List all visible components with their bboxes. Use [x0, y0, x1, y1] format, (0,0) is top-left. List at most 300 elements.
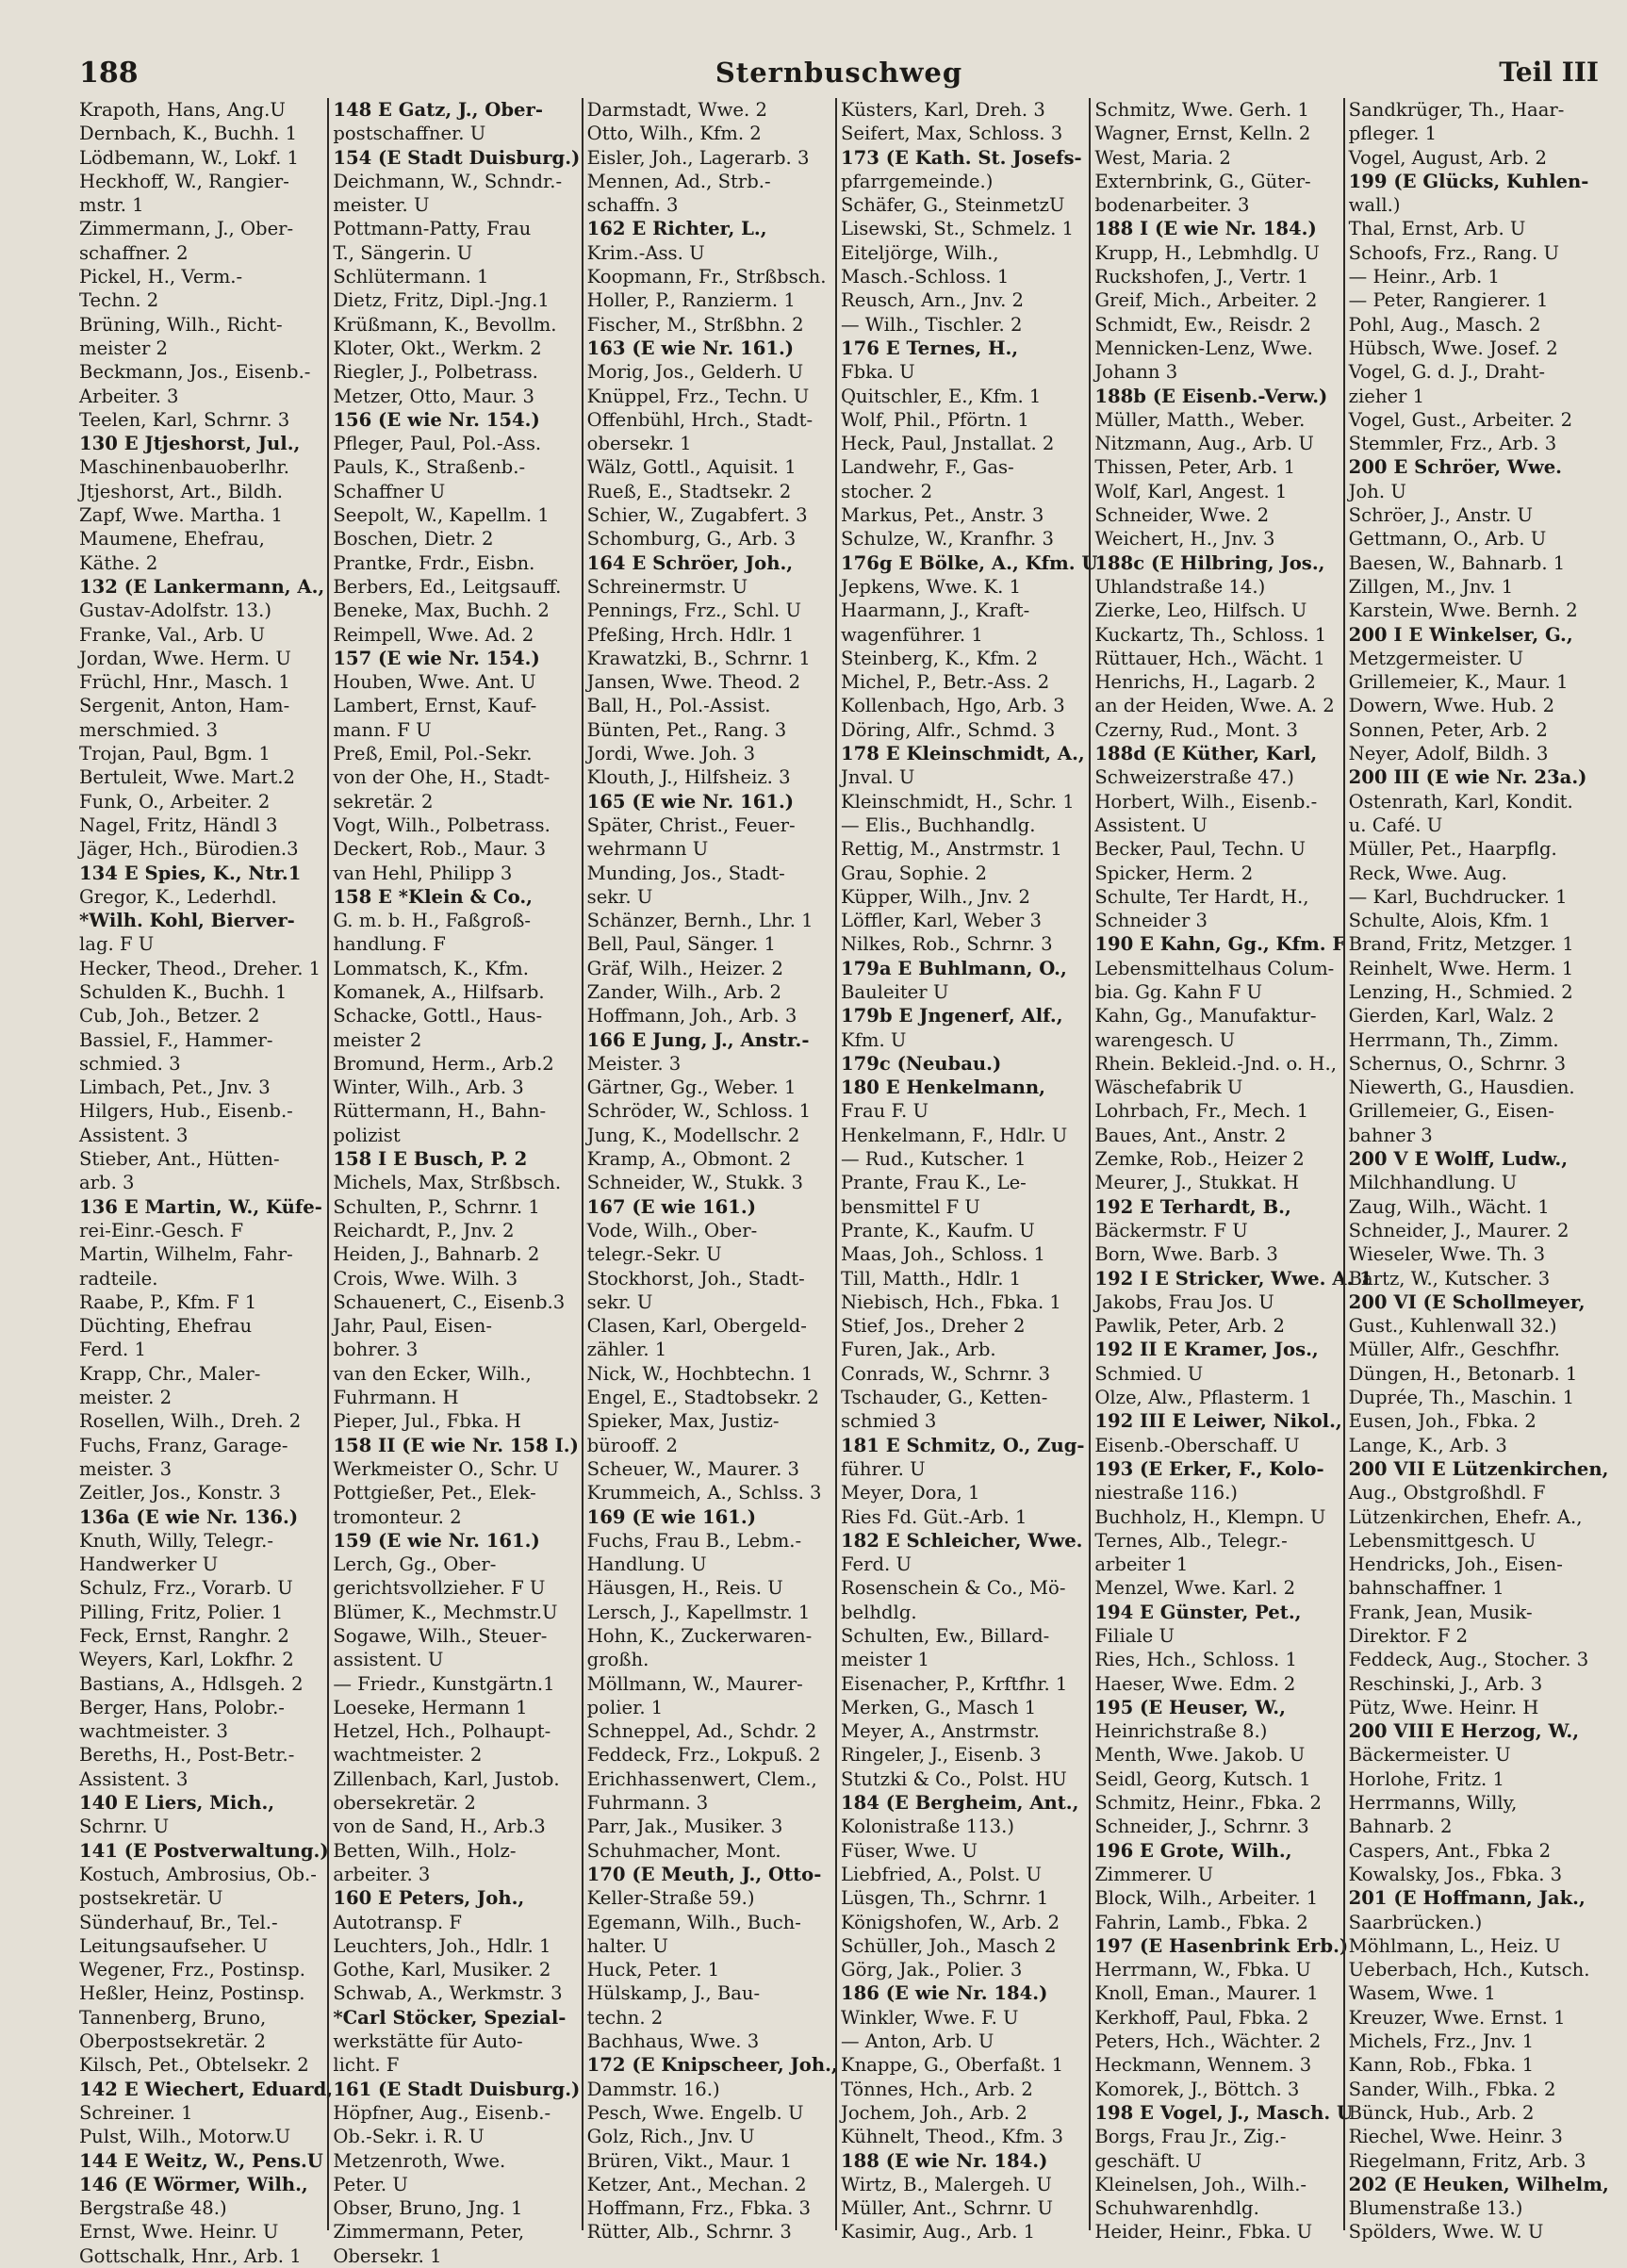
directory-entry: Seifert, Max, Schloss. 3: [840, 123, 1063, 145]
directory-entry: Wälz, Gottl., Aquisit. 1: [586, 456, 797, 479]
directory-entry: Kowalsky, Jos., Fbka. 3: [1348, 1863, 1563, 1885]
directory-entry: Käthe. 2: [79, 551, 158, 574]
directory-entry: Lersch, J., Kapellmstr. 1: [586, 1601, 811, 1623]
directory-entry: 200 III (E wie Nr. 23a.): [1348, 766, 1587, 789]
directory-entry: Komanek, A., Hilfsarb.: [333, 980, 545, 1003]
directory-entry: polier. 1: [586, 1696, 664, 1718]
directory-entry: Steinberg, K., Kfm. 2: [840, 647, 1038, 669]
directory-entry: Lenzing, H., Schmied. 2: [1348, 980, 1573, 1003]
directory-entry: G. m. b. H., Faßgroß-: [333, 910, 531, 932]
directory-entry: Königshofen, W., Arb. 2: [840, 1911, 1060, 1933]
directory-entry: 188 (E wie Nr. 184.): [840, 2149, 1048, 2172]
directory-entry: Riegler, J., Polbetrass.: [333, 361, 538, 384]
directory-column-5: [1089, 98, 1372, 2243]
directory-entry: 179b E Jngenerf, Alf.,: [840, 1005, 1063, 1027]
directory-entry: Schulten, Ew., Billard-: [840, 1625, 1050, 1647]
directory-entry: Tschauder, G., Ketten-: [840, 1387, 1048, 1409]
directory-entry: Rettig, M., Anstrmstr. 1: [840, 838, 1062, 861]
directory-entry: Zeitler, Jos., Konstr. 3: [79, 1482, 281, 1504]
directory-entry: 200 E Schröer, Wwe.: [1348, 456, 1563, 479]
directory-entry: Fuhrmann. H: [333, 1387, 459, 1409]
directory-entry: meister. U: [333, 194, 430, 217]
directory-entry: Beneke, Max, Buchh. 2: [333, 600, 550, 622]
directory-entry: Filiale U: [1094, 1625, 1175, 1647]
directory-entry: Herrmann, Th., Zimm.: [1348, 1028, 1559, 1051]
directory-entry: 132 (E Lankermann, A.,: [79, 575, 325, 598]
directory-entry: Fischer, M., Strßbhn. 2: [586, 313, 804, 336]
directory-entry: Cub, Joh., Betzer. 2: [79, 1005, 260, 1027]
directory-entry: an der Heiden, Wwe. A. 2: [1094, 695, 1335, 717]
directory-entry: 188c (E Hilbring, Jos.,: [1094, 551, 1325, 574]
directory-entry: Golz, Rich., Jnv. U: [586, 2126, 755, 2148]
directory-entry: Pottgießer, Pet., Elek-: [333, 1482, 536, 1504]
directory-entry: Später, Christ., Feuer-: [586, 814, 796, 836]
directory-entry: 196 E Grote, Wilh.,: [1094, 1839, 1292, 1862]
directory-entry: Koopmann, Fr., Strßbsch.: [586, 266, 827, 288]
directory-entry: 165 (E wie Nr. 161.): [586, 790, 795, 813]
directory-entry: Haarmann, J., Kraft-: [840, 600, 1030, 622]
directory-entry: Krapp, Chr., Maler-: [79, 1362, 261, 1385]
directory-entry: Gärtner, Gg., Weber. 1: [586, 1076, 797, 1099]
directory-entry: Grau, Sophie. 2: [840, 862, 987, 884]
directory-entry: Thissen, Peter, Arb. 1: [1094, 456, 1296, 479]
directory-entry: Schneider, J., Maurer. 2: [1348, 1219, 1569, 1241]
directory-entry: Rüttermann, H., Bahn-: [333, 1100, 547, 1123]
directory-entry: Zillgen, M., Jnv. 1: [1348, 575, 1514, 598]
directory-entry: obersekretär. 2: [333, 1792, 476, 1815]
directory-entry: — Karl, Buchdrucker. 1: [1348, 885, 1568, 908]
directory-entry: handlung. F: [333, 933, 446, 956]
directory-entry: Spicker, Herm. 2: [1094, 862, 1254, 884]
directory-entry: u. Café. U: [1348, 814, 1443, 836]
directory-entry: Zimmermann, J., Ober-: [79, 218, 294, 240]
directory-entry: Prante, K., Kaufm. U: [840, 1219, 1035, 1241]
directory-entry: bohrer. 3: [333, 1339, 419, 1361]
directory-entry: Pfleger, Paul, Pol.-Ass.: [333, 433, 542, 455]
directory-entry: Müller, Ant., Schrnr. U: [840, 2197, 1053, 2220]
directory-entry: Joh. U: [1348, 480, 1406, 502]
directory-entry: Leitungsaufseher. U: [79, 1934, 269, 1957]
directory-entry: Metzer, Otto, Maur. 3: [333, 385, 535, 407]
directory-entry: 136a (E wie Nr. 136.): [79, 1505, 299, 1528]
directory-entry: 172 (E Knipscheer, Joh.,: [586, 2054, 838, 2077]
directory-entry: Seepolt, W., Kapellm. 1: [333, 504, 550, 527]
directory-entry: Rosellen, Wilh., Dreh. 2: [79, 1410, 302, 1433]
directory-entry: Hecker, Theod., Dreher. 1: [79, 957, 321, 979]
directory-entry: Menzel, Wwe. Karl. 2: [1094, 1577, 1296, 1600]
directory-entry: postschaffner. U: [333, 123, 486, 145]
directory-entry: Reck, Wwe. Aug.: [1348, 862, 1507, 884]
directory-entry: Masch.-Schloss. 1: [840, 266, 1010, 288]
directory-entry: Sergenit, Anton, Ham-: [79, 695, 290, 717]
directory-entry: Peters, Hch., Wächter. 2: [1094, 2030, 1322, 2053]
directory-entry: Schneider, W., Stukk. 3: [586, 1172, 803, 1194]
directory-entry: bensmittel F U: [840, 1195, 980, 1218]
directory-entry: Markus, Pet., Anstr. 3: [840, 504, 1044, 527]
directory-entry: Zimmermann, Peter,: [333, 2221, 525, 2243]
directory-entry: warengesch. U: [1094, 1028, 1236, 1051]
directory-entry: Krüßmann, K., Bevollm.: [333, 313, 557, 336]
directory-entry: Heckhoff, W., Rangier-: [79, 170, 289, 192]
directory-entry: Michels, Max, Strßbsch.: [333, 1172, 562, 1194]
directory-entry: Raabe, P., Kfm. F 1: [79, 1290, 257, 1313]
directory-entry: 188 I (E wie Nr. 184.): [1094, 218, 1317, 240]
directory-entry: Bachhaus, Wwe. 3: [586, 2030, 760, 2053]
directory-entry: 195 (E Heuser, W.,: [1094, 1696, 1286, 1718]
directory-entry: Prante, Frau K., Le-: [840, 1172, 1027, 1194]
directory-entry: Metzgermeister. U: [1348, 647, 1524, 669]
directory-entry: 144 E Weitz, W., Pens.U: [79, 2149, 323, 2172]
directory-entry: 163 (E wie Nr. 161.): [586, 337, 795, 359]
directory-entry: Assistent. 3: [79, 1124, 189, 1146]
directory-entry: Seidl, Georg, Kutsch. 1: [1094, 1767, 1311, 1790]
directory-entry: Greif, Mich., Arbeiter. 2: [1094, 289, 1318, 312]
directory-entry: Lebensmittgesch. U: [1348, 1529, 1537, 1552]
directory-entry: 186 (E wie Nr. 184.): [840, 1982, 1048, 2005]
directory-entry: — Peter, Rangierer. 1: [1348, 289, 1549, 312]
directory-entry: Küsters, Karl, Dreh. 3: [840, 99, 1045, 121]
directory-entry: schmied. 3: [79, 1052, 181, 1075]
directory-entry: Sandkrüger, Th., Haar-: [1348, 99, 1565, 121]
directory-entry: 140 E Liers, Mich.,: [79, 1792, 275, 1815]
directory-entry: meister 2: [79, 337, 169, 359]
directory-entry: Dietz, Fritz, Dipl.-Jng.1: [333, 289, 550, 312]
directory-entry: 179c (Neubau.): [840, 1052, 1002, 1075]
directory-entry: Sogawe, Wilh., Steuer-: [333, 1625, 548, 1647]
directory-entry: Rüttauer, Hch., Wächt. 1: [1094, 647, 1325, 669]
directory-entry: 192 I E Stricker, Wwe. A. 1: [1094, 1267, 1372, 1290]
directory-entry: stocher. 2: [840, 480, 933, 502]
directory-entry: Maschinenbauoberlhr.: [79, 456, 289, 479]
directory-entry: Eiteljörge, Wilh.,: [840, 241, 999, 264]
directory-entry: Assistent. 3: [79, 1767, 189, 1790]
directory-entry: Bartz, W., Kutscher. 3: [1348, 1267, 1551, 1290]
directory-entry: Nitzmann, Aug., Arb. U: [1094, 433, 1314, 455]
directory-entry: Rhein. Bekleid.-Jnd. o. H.,: [1094, 1052, 1337, 1075]
directory-entry: Berger, Hans, Polobr.-: [79, 1696, 285, 1718]
directory-entry: Schoofs, Frz., Rang. U: [1348, 241, 1559, 264]
directory-entry: Caspers, Ant., Fbka 2: [1348, 1839, 1552, 1862]
directory-entry: Früchl, Hnr., Masch. 1: [79, 671, 290, 694]
directory-entry: Höpfner, Aug., Eisenb.-: [333, 2101, 551, 2124]
directory-entry: Wolf, Karl, Angest. 1: [1094, 480, 1288, 502]
directory-entry: Schröer, J., Anstr. U: [1348, 504, 1533, 527]
directory-entry: Keller-Straße 59.): [586, 1887, 755, 1910]
directory-entry: Egemann, Wilh., Buch-: [586, 1911, 801, 1933]
directory-entry: Baues, Ant., Anstr. 2: [1094, 1124, 1287, 1146]
directory-entry: Meister. 3: [586, 1052, 682, 1075]
directory-entry: von de Sand, H., Arb.3: [333, 1816, 546, 1838]
directory-entry: Schomburg, G., Arb. 3: [586, 528, 797, 551]
directory-entry: Mennicken-Lenz, Wwe.: [1094, 337, 1313, 359]
directory-entry: meister. 3: [79, 1457, 173, 1480]
directory-entry: Schreinermstr. U: [586, 575, 748, 598]
directory-entry: Pawlik, Peter, Arb. 2: [1094, 1315, 1285, 1338]
directory-entry: Gottschalk, Hnr., Arb. 1: [79, 2244, 302, 2267]
directory-entry: Eisler, Joh., Lagerarb. 3: [586, 146, 810, 169]
directory-entry: lag. F U: [79, 933, 155, 956]
directory-entry: Schulze, W., Kranfhr. 3: [840, 528, 1054, 551]
directory-entry: Bäckermstr. F U: [1094, 1219, 1248, 1241]
directory-entry: — Elis., Buchhandlg.: [840, 814, 1036, 836]
directory-entry: Saarbrücken.): [1348, 1911, 1483, 1933]
directory-entry: Vogel, August, Arb. 2: [1348, 146, 1547, 169]
directory-entry: Schneppel, Ad., Schdr. 2: [586, 1720, 817, 1743]
directory-entry: Schulte, Alois, Kfm. 1: [1348, 910, 1551, 932]
directory-entry: Gust., Kuhlenwall 32.): [1348, 1315, 1557, 1338]
directory-entry: 167 (E wie 161.): [586, 1195, 756, 1218]
directory-entry: Haeser, Wwe. Edm. 2: [1094, 1672, 1296, 1695]
directory-entry: Hülskamp, J., Bau-: [586, 1982, 761, 2005]
directory-entry: 169 (E wie 161.): [586, 1505, 756, 1528]
directory-entry: Deckert, Rob., Maur. 3: [333, 838, 547, 861]
directory-entry: Eisenacher, P., Krftfhr. 1: [840, 1672, 1068, 1695]
directory-entry: 176 E Ternes, H.,: [840, 337, 1019, 359]
directory-entry: Brand, Fritz, Metzger. 1: [1348, 933, 1574, 956]
directory-entry: Döring, Alfr., Schmd. 3: [840, 718, 1056, 741]
directory-entry: 158 I E Busch, P. 2: [333, 1148, 528, 1171]
directory-entry: Klouth, J., Hilfsheiz. 3: [586, 766, 791, 789]
directory-entry: 170 (E Meuth, J., Otto-: [586, 1863, 822, 1885]
directory-entry: assistent. U: [333, 1649, 444, 1671]
directory-entry: Jakobs, Frau Jos. U: [1094, 1290, 1274, 1313]
directory-entry: führer. U: [840, 1457, 926, 1480]
directory-entry: Jochem, Joh., Arb. 2: [840, 2101, 1027, 2124]
directory-entry: Wasem, Wwe. 1: [1348, 1982, 1496, 2005]
directory-entry: Gettmann, O., Arb. U: [1348, 528, 1547, 551]
directory-entry: 136 E Martin, W., Küfe-: [79, 1195, 322, 1218]
directory-entry: Fahrin, Lamb., Fbka. 2: [1094, 1911, 1308, 1933]
directory-entry: Externbrink, G., Güter-: [1094, 170, 1311, 192]
directory-entry: Merken, G., Masch 1: [840, 1696, 1037, 1718]
directory-entry: arb. 3: [79, 1172, 135, 1194]
directory-entry: 200 VI (E Schollmeyer,: [1348, 1290, 1586, 1313]
directory-entry: Spölders, Wwe. W. U: [1348, 2221, 1544, 2243]
directory-entry: Löffler, Karl, Weber 3: [840, 910, 1042, 932]
directory-entry: Knuth, Willy, Telegr.-: [79, 1529, 273, 1552]
directory-entry: Schauenert, C., Eisenb.3: [333, 1290, 566, 1313]
directory-entry: Scheuer, W., Maurer. 3: [586, 1457, 800, 1480]
directory-entry: schaffn. 3: [586, 194, 679, 217]
directory-entry: Brüning, Wilh., Richt-: [79, 313, 283, 336]
directory-entry: Zimmerer. U: [1094, 1863, 1214, 1885]
directory-entry: Schernus, O., Schrnr. 3: [1348, 1052, 1567, 1075]
directory-entry: pfarrgemeinde.): [840, 170, 994, 192]
directory-entry: 130 E Jtjeshorst, Jul.,: [79, 433, 301, 455]
directory-entry: bürooff. 2: [586, 1434, 678, 1456]
directory-entry: Gustav-Adolfstr. 13.): [79, 600, 271, 622]
directory-entry: halter. U: [586, 1934, 668, 1957]
directory-entry: Munding, Jos., Stadt-: [586, 862, 785, 884]
directory-entry: schmied 3: [840, 1410, 937, 1433]
directory-entry: Ueberbach, Hch., Kutsch.: [1348, 1959, 1590, 1981]
directory-entry: wachtmeister. 3: [79, 1720, 229, 1743]
directory-entry: Ernst, Wwe. Heinr. U: [79, 2221, 279, 2243]
directory-entry: geschäft. U: [1094, 2149, 1202, 2172]
directory-entry: Pulst, Wilh., Motorw.U: [79, 2126, 291, 2148]
directory-entry: Schuhmacher, Mont.: [586, 1839, 781, 1862]
directory-entry: Techn. 2: [79, 289, 159, 312]
directory-entry: Feck, Ernst, Ranghr. 2: [79, 1625, 289, 1647]
directory-entry: Fbka. U: [840, 361, 915, 384]
directory-entry: Limbach, Pet., Jnv. 3: [79, 1076, 271, 1099]
directory-entry: Hoffmann, Frz., Fbka. 3: [586, 2197, 812, 2220]
directory-entry: wall.): [1348, 194, 1401, 217]
directory-entry: Jahr, Paul, Eisen-: [333, 1315, 492, 1338]
directory-entry: schaffner. 2: [79, 241, 189, 264]
directory-entry: Kuckartz, Th., Schloss. 1: [1094, 623, 1327, 646]
directory-entry: — Rud., Kutscher. 1: [840, 1148, 1027, 1171]
directory-entry: Meyer, A., Anstrmstr.: [840, 1720, 1040, 1743]
directory-entry: großh.: [586, 1649, 649, 1671]
directory-entry: Zander, Wilh., Arb. 2: [586, 980, 781, 1003]
directory-entry: 184 (E Bergheim, Ant.,: [840, 1792, 1079, 1815]
directory-entry: Teelen, Karl, Schrnr. 3: [79, 408, 290, 431]
directory-entry: Houben, Wwe. Ant. U: [333, 671, 536, 694]
directory-entry: Neyer, Adolf, Bildh. 3: [1348, 743, 1549, 765]
directory-entry: Nagel, Fritz, Händl 3: [79, 814, 278, 836]
directory-entry: Vogel, G. d. J., Draht-: [1348, 361, 1545, 384]
directory-entry: Meurer, J., Stukkat. H: [1094, 1172, 1300, 1194]
directory-entry: 156 (E wie Nr. 154.): [333, 408, 540, 431]
directory-entry: Lützenkirchen, Ehefr. A.,: [1348, 1505, 1583, 1528]
directory-entry: Jansen, Wwe. Theod. 2: [586, 671, 801, 694]
directory-columns: [79, 98, 1609, 2267]
directory-entry: *Wilh. Kohl, Bierver-: [79, 910, 295, 932]
directory-entry: Müller, Alfr., Geschfhr.: [1348, 1339, 1560, 1361]
directory-entry: Niebisch, Hch., Fbka. 1: [840, 1290, 1061, 1313]
directory-entry: Peter. U: [333, 2173, 408, 2195]
directory-entry: Lerch, Gg., Ober-: [333, 1553, 497, 1576]
directory-entry: 200 V E Wolff, Ludw.,: [1348, 1148, 1569, 1171]
directory-entry: Schreiner. 1: [79, 2101, 193, 2124]
directory-entry: Direktor. F 2: [1348, 1625, 1469, 1647]
directory-entry: Ob.-Sekr. i. R. U: [333, 2126, 485, 2148]
directory-entry: licht. F: [333, 2054, 400, 2077]
directory-entry: 134 E Spies, K., Ntr.1: [79, 862, 302, 884]
directory-entry: Henkelmann, F., Hdlr. U: [840, 1124, 1068, 1146]
directory-entry: Zaug, Wilh., Wächt. 1: [1348, 1195, 1550, 1218]
directory-entry: Otto, Wilh., Kfm. 2: [586, 123, 762, 145]
directory-entry: Morig, Jos., Gelderh. U: [586, 361, 804, 384]
directory-entry: Jung, K., Modellschr. 2: [586, 1124, 800, 1146]
directory-entry: sekr. U: [586, 1290, 653, 1313]
directory-entry: 158 E *Klein & Co.,: [333, 885, 533, 908]
directory-entry: Vode, Wilh., Ober-: [586, 1219, 758, 1241]
directory-entry: Schaffner U: [333, 480, 446, 502]
directory-entry: Schweizerstraße 47.): [1094, 766, 1294, 789]
directory-entry: Schwab, A., Werkmstr. 3: [333, 1982, 563, 2005]
directory-entry: Wäschefabrik U: [1094, 1076, 1243, 1099]
directory-entry: arbeiter 1: [1094, 1553, 1189, 1576]
directory-entry: Pilling, Fritz, Polier. 1: [79, 1601, 284, 1623]
directory-entry: Schacke, Gottl., Haus-: [333, 1005, 543, 1027]
directory-entry: arbeiter. 3: [333, 1863, 431, 1885]
directory-entry: Bünck, Hub., Arb. 2: [1348, 2101, 1535, 2124]
directory-entry: Nick, W., Hochbtechn. 1: [586, 1362, 814, 1385]
directory-entry: 154 (E Stadt Duisburg.): [333, 146, 581, 169]
directory-entry: 188b (E Eisenb.-Verw.): [1094, 385, 1328, 407]
directory-entry: Gräf, Wilh., Heizer. 2: [586, 957, 784, 979]
directory-entry: 192 E Terhardt, B.,: [1094, 1195, 1291, 1218]
directory-entry: Maumene, Ehefrau,: [79, 528, 265, 551]
directory-entry: Schmied. U: [1094, 1362, 1204, 1385]
directory-entry: Schäfer, G., SteinmetzU: [840, 194, 1065, 217]
directory-entry: Knoll, Eman., Maurer. 1: [1094, 1982, 1319, 2005]
directory-entry: Schneider, J., Schrnr. 3: [1094, 1816, 1309, 1838]
directory-entry: Herrmanns, Willy,: [1348, 1792, 1518, 1815]
directory-entry: Kleinelsen, Joh., Wilh.-: [1094, 2173, 1307, 2195]
directory-entry: telegr.-Sekr. U: [586, 1243, 722, 1266]
page-header: [79, 53, 1599, 100]
directory-entry: 158 II (E wie Nr. 158 I.): [333, 1434, 579, 1456]
directory-entry: Obser, Bruno, Jng. 1: [333, 2197, 523, 2220]
directory-entry: Ruckshofen, J., Vertr. 1: [1094, 266, 1309, 288]
directory-entry: Pütz, Wwe. Heinr. H: [1348, 1696, 1539, 1718]
directory-entry: 162 E Richter, L.,: [586, 218, 767, 240]
directory-entry: Stieber, Ant., Hütten-: [79, 1148, 280, 1171]
directory-entry: merschmied. 3: [79, 718, 219, 741]
directory-entry: Bassiel, F., Hammer-: [79, 1028, 273, 1051]
directory-entry: Kostuch, Ambrosius, Ob.-: [79, 1863, 317, 1885]
directory-entry: Handwerker U: [79, 1553, 219, 1576]
directory-entry: Dernbach, K., Buchh. 1: [79, 123, 298, 145]
directory-entry: Parr, Jak., Musiker. 3: [586, 1816, 783, 1838]
directory-entry: Baesen, W., Bahnarb. 1: [1348, 551, 1566, 574]
directory-entry: Metzenroth, Wwe.: [333, 2149, 506, 2172]
directory-entry: Schänzer, Bernh., Lhr. 1: [586, 910, 814, 932]
directory-entry: Rütter, Alb., Schrnr. 3: [586, 2221, 792, 2243]
directory-entry: Henrichs, H., Lagarb. 2: [1094, 671, 1316, 694]
directory-entry: Reschinski, J., Arb. 3: [1348, 1672, 1543, 1695]
directory-entry: 192 III E Leiwer, Nikol.,: [1094, 1410, 1342, 1433]
directory-entry: Krawatzki, B., Schrnr. 1: [586, 647, 811, 669]
directory-column-1: [79, 98, 334, 2267]
directory-entry: Knappe, G., Oberfaßt. 1: [840, 2054, 1064, 2077]
directory-entry: Reinhelt, Wwe. Herm. 1: [1348, 957, 1574, 979]
directory-entry: Liebfried, A., Polst. U: [840, 1863, 1043, 1885]
directory-entry: 199 (E Glücks, Kuhlen-: [1348, 170, 1589, 192]
directory-entry: Zemke, Rob., Heizer 2: [1094, 1148, 1305, 1171]
directory-entry: Pickel, H., Verm.-: [79, 266, 243, 288]
directory-entry: 173 (E Kath. St. Josefs-: [840, 146, 1082, 169]
directory-entry: Wirtz, B., Malergeh. U: [840, 2173, 1052, 2195]
directory-entry: T., Sängerin. U: [333, 241, 473, 264]
directory-entry: Zierke, Leo, Hilfsch. U: [1094, 600, 1307, 622]
directory-entry: Grillemeier, G., Eisen-: [1348, 1100, 1554, 1123]
directory-entry: Block, Wilh., Arbeiter. 1: [1094, 1887, 1319, 1910]
directory-entry: Hetzel, Hch., Polhaupt-: [333, 1720, 551, 1743]
directory-entry: Obersekr. 1: [333, 2244, 442, 2267]
directory-entry: Born, Wwe. Barb. 3: [1094, 1243, 1278, 1266]
directory-entry: Frau F. U: [840, 1100, 929, 1123]
directory-entry: Vogt, Wilh., Polbetrass.: [333, 814, 551, 836]
directory-entry: Ringeler, J., Eisenb. 3: [840, 1744, 1042, 1767]
directory-entry: Riegelmann, Fritz, Arb. 3: [1348, 2149, 1586, 2172]
directory-entry: Hübsch, Wwe. Josef. 2: [1348, 337, 1558, 359]
directory-entry: tromonteur. 2: [333, 1505, 462, 1528]
directory-entry: Frank, Jean, Musik-: [1348, 1601, 1533, 1623]
directory-entry: 176g E Bölke, A., Kfm. U: [840, 551, 1098, 574]
directory-entry: Kilsch, Pet., Obtelsekr. 2: [79, 2054, 309, 2077]
directory-entry: Schröder, W., Schloss. 1: [586, 1100, 812, 1123]
directory-entry: Lödbemann, W., Lokf. 1: [79, 146, 299, 169]
directory-entry: Till, Matth., Hdlr. 1: [840, 1267, 1022, 1290]
directory-entry: Heck, Paul, Jnstallat. 2: [840, 433, 1055, 455]
directory-entry: Holler, P., Ranzierm. 1: [586, 289, 796, 312]
directory-entry: rei-Einr.-Gesch. F: [79, 1219, 244, 1241]
directory-entry: Dammstr. 16.): [586, 2078, 720, 2100]
